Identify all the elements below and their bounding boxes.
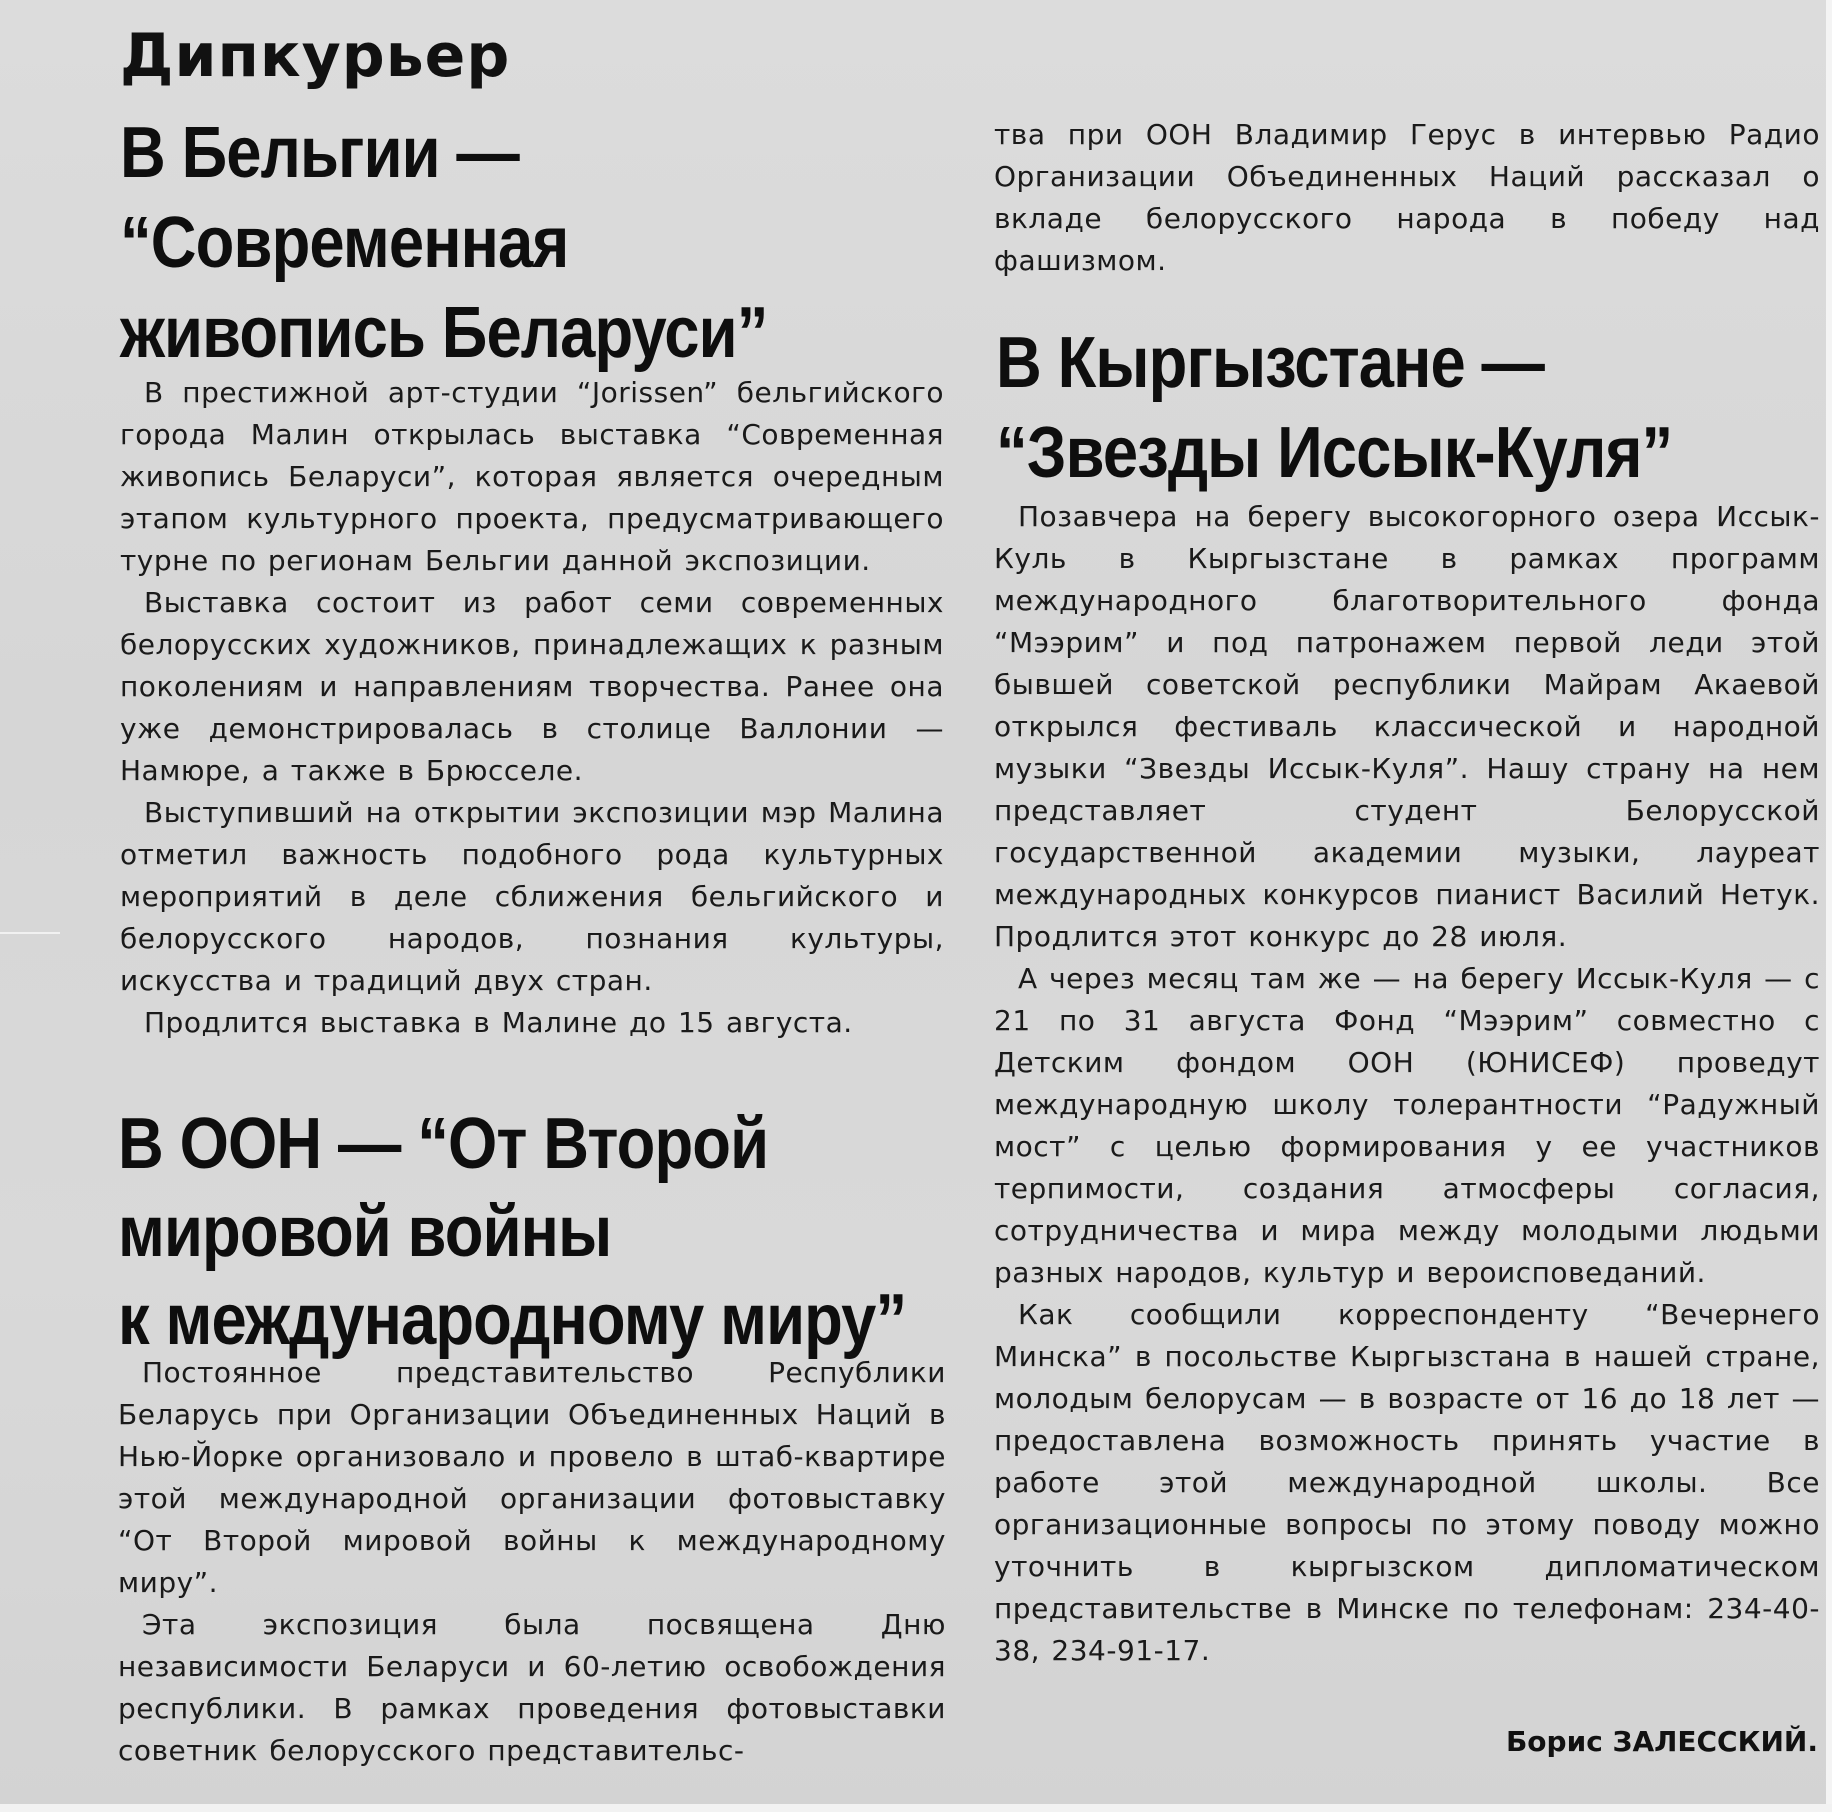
paragraph: В престижной арт-студии “Jorissen” бельгийского города Малин открылась выставка “Современная живопись Беларуси”, которая является очередным этапом культурного проекта, предусматривающего турне по регионам Бельгии данной экспозиции. bbox=[120, 376, 944, 577]
headline-line: мировой войны bbox=[118, 1192, 612, 1272]
rubric-title: Дипкурьер bbox=[120, 21, 511, 91]
paragraph: Позавчера на берегу высокогорного озера Иссык-Куль в Кыргызстане в рамках программ международного благотворительного фонда “Мээрим” и под патронажем первой леди этой бывшей советской республики Майрам Акаевой открылся фестиваль классической и народной музыки “Звезды Иссык-Куля”. Нашу страну на нем представляет студент Белорусской государственной академии музыки, лауреат международных конкурсов пианист Василий Нетук. Продлится этот конкурс до 28 июля. bbox=[994, 500, 1820, 953]
paragraph: Постоянное представительство Республики Беларусь при Организации Объединенных Наций в Нью-Йорке организовало и провело в штаб-квартире этой международной организации фотовыставку “От Второй мировой войны к международному миру”. bbox=[118, 1356, 946, 1599]
headline-line: В ООН — “От Второй bbox=[118, 1104, 769, 1184]
headline-line: “Современная bbox=[120, 203, 569, 283]
paragraph: А через месяц там же — на берегу Иссык-Куля — с 21 по 31 августа Фонд “Мээрим” совместно с Детским фондом ООН (ЮНИСЕФ) проведут международную школу толерантности “Радужный мост” с целью формирования у ее участников терпимости, создания атмосферы согласия, сотрудничества и мира между молодыми людьми разных народов, культур и вероисповеданий. bbox=[994, 962, 1820, 1289]
headline-kyrgyzstan bbox=[996, 318, 1672, 498]
article-belgium-body bbox=[120, 372, 944, 1044]
paragraph: тва при ООН Владимир Герус в интервью Радио Организации Объединенных Наций рассказал о вкладе белорусского народа в победу над фашизмом. bbox=[994, 118, 1820, 277]
author-byline: Борис ЗАЛЕССКИЙ. bbox=[1505, 1725, 1818, 1758]
paragraph: Как сообщили корреспонденту “Вечернего Минска” в посольстве Кыргызстана в нашей стране, молодым белорусам — в возрасте от 16 до 18 лет — предоставлена возможность принять участие в работе этой международной школы. Все организационные вопросы по этому поводу можно уточнить в кыргызском дипломатическом представительстве в Минске по телефонам: 234-40-38, 234-91-17. bbox=[994, 1298, 1820, 1667]
paragraph: Выступивший на открытии экспозиции мэр Малина отметил важность подобного рода культурных мероприятий в деле сближения бельгийского и белорусского народов, познания культуры, искусства и традиций двух стран. bbox=[120, 796, 944, 997]
headline-line: В Кыргызстане — bbox=[996, 323, 1545, 403]
headline-un bbox=[118, 1100, 906, 1364]
scan-edge bbox=[1826, 0, 1832, 1812]
headline-line: живопись Беларуси” bbox=[120, 293, 768, 373]
headline-belgium bbox=[120, 108, 768, 378]
article-un-continuation bbox=[994, 114, 1820, 282]
paper-fold bbox=[0, 932, 60, 934]
headline-line: к международному миру” bbox=[118, 1280, 907, 1360]
paragraph: Выставка состоит из работ семи современных белорусских художников, принадлежащих к разным поколениям и направлениям творчества. Ранее она уже демонстрировалась в столице Валлонии — Намюре, а также в Брюсселе. bbox=[120, 586, 944, 787]
headline-line: “Звезды Иссык-Куля” bbox=[996, 413, 1673, 493]
paragraph: Эта экспозиция была посвящена Дню независимости Беларуси и 60-летию освобождения республики. В рамках проведения фотовыставки советник белорусского представительс- bbox=[118, 1608, 946, 1767]
article-kyrgyzstan-body bbox=[994, 496, 1820, 1672]
headline-line: В Бельгии — bbox=[120, 113, 519, 193]
scan-edge bbox=[0, 1804, 1832, 1812]
article-un-body bbox=[118, 1352, 946, 1772]
paragraph: Продлится выставка в Малине до 15 августа. bbox=[144, 1006, 853, 1039]
